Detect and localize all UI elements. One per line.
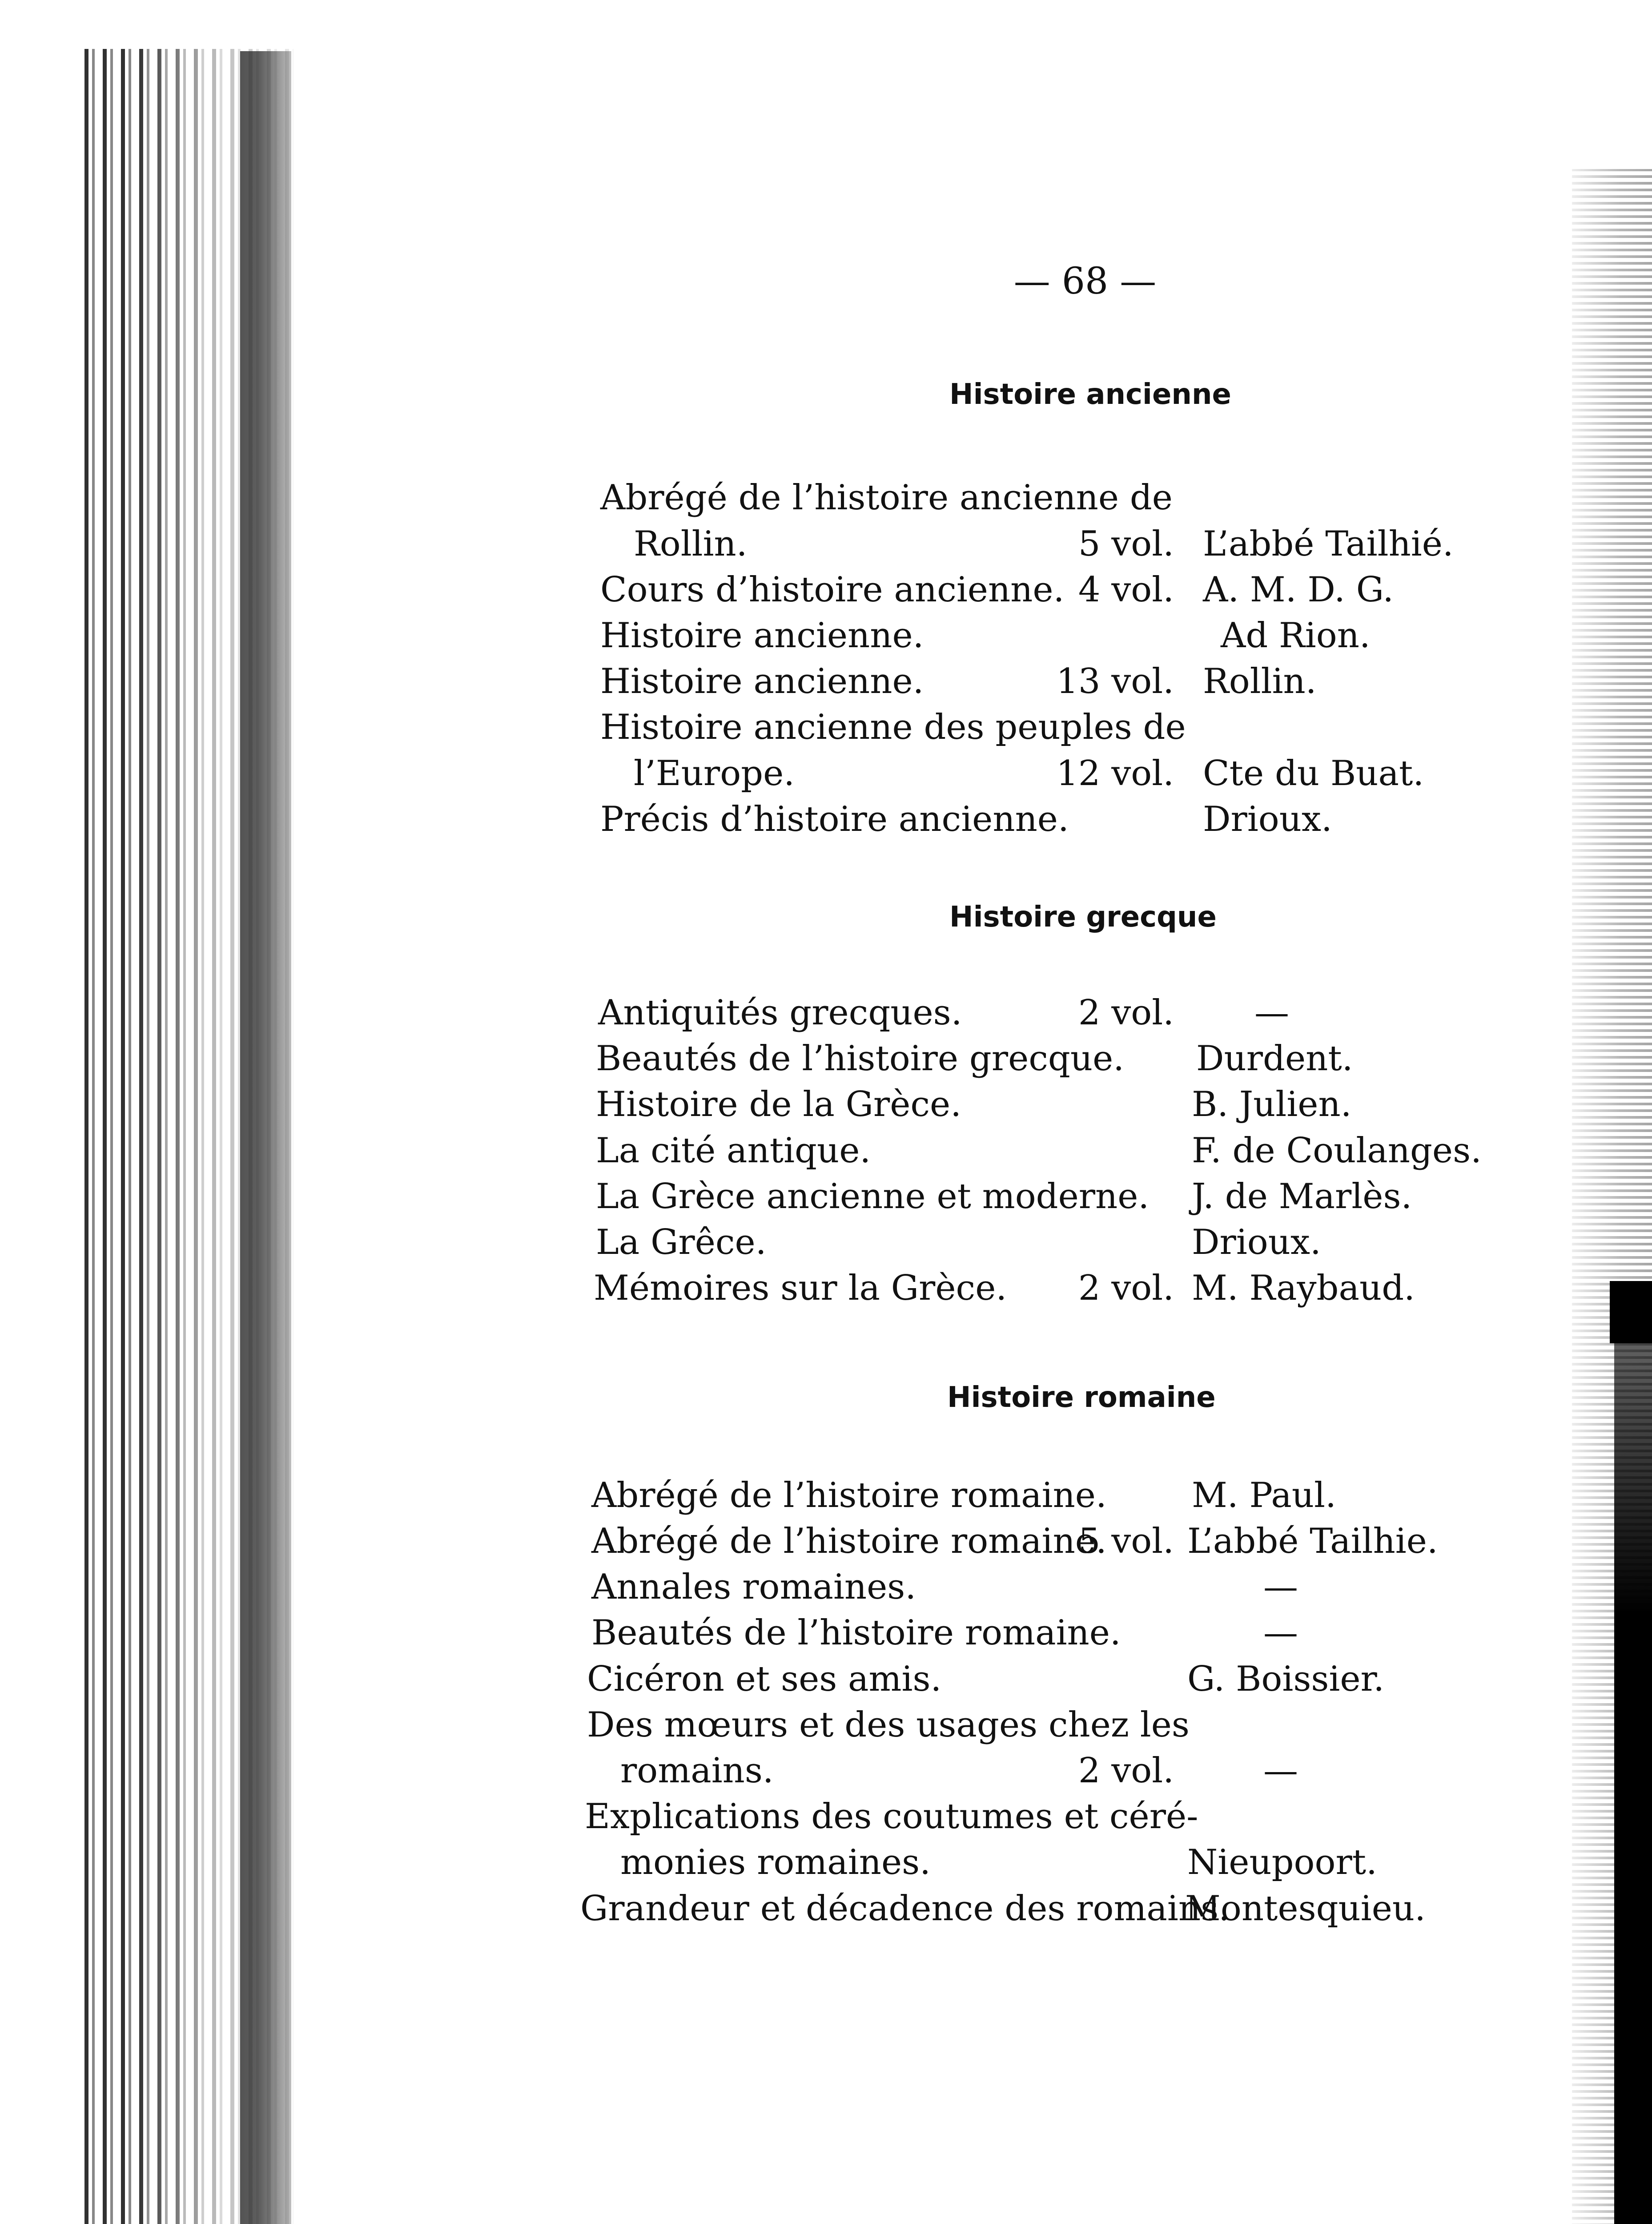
book-volumes: 2 vol. — [1078, 993, 1174, 1033]
book-title: romains. — [620, 1751, 774, 1791]
book-author: Nieupoort. — [1187, 1842, 1377, 1882]
book-title: Explications des coutumes et céré- — [585, 1797, 1198, 1837]
book-author-dash: — — [1263, 1613, 1298, 1653]
book-author: B. Julien. — [1192, 1084, 1352, 1124]
book-entry — [596, 1176, 1150, 1217]
scan-binding-shadow — [240, 51, 291, 2224]
book-author: L’abbé Tailhié. — [1203, 524, 1454, 564]
book-entry — [591, 1521, 1107, 1561]
book-entry — [600, 799, 1069, 839]
book-entry — [600, 661, 924, 701]
book-title: La cité antique. — [596, 1131, 871, 1171]
book-entry — [596, 1039, 1125, 1079]
book-entry — [620, 1751, 774, 1791]
book-author-dash: — — [1254, 993, 1289, 1033]
page-number: — 68 — — [1013, 260, 1157, 302]
book-title: Rollin. — [634, 524, 748, 564]
book-entry — [600, 616, 924, 656]
book-entry — [634, 753, 795, 794]
book-volumes: 2 vol. — [1078, 1751, 1174, 1791]
book-volumes: 12 vol. — [1056, 753, 1174, 794]
book-title: Cours d’histoire ancienne. — [600, 570, 1065, 610]
book-title: Beautés de l’histoire grecque. — [596, 1039, 1125, 1079]
book-entry — [587, 1659, 942, 1699]
book-title: Histoire ancienne. — [600, 661, 924, 701]
book-author-dash: — — [1263, 1751, 1298, 1791]
book-title: Histoire ancienne des peuples de — [600, 707, 1186, 747]
book-entry — [600, 570, 1065, 610]
book-author: Cte du Buat. — [1203, 753, 1424, 794]
book-title: Mémoires sur la Grèce. — [594, 1268, 1007, 1308]
book-title: Grandeur et décadence des romains. — [580, 1889, 1230, 1929]
book-volumes: 2 vol. — [1078, 1268, 1174, 1308]
book-entry — [598, 993, 962, 1033]
book-title: Abrégé de l’histoire ancienne de — [600, 478, 1173, 518]
book-author: Rollin. — [1203, 661, 1317, 701]
book-entry — [596, 1222, 767, 1262]
book-author: Drioux. — [1192, 1222, 1321, 1262]
book-entry — [587, 1705, 1190, 1745]
book-title: Histoire de la Grèce. — [596, 1084, 962, 1124]
book-title: Abrégé de l’histoire romaine. — [591, 1475, 1107, 1515]
book-entry — [600, 707, 1186, 747]
book-title: Annales romaines. — [591, 1567, 916, 1607]
section-heading-grecque: Histoire grecque — [949, 901, 1217, 934]
book-title: Antiquités grecques. — [598, 993, 962, 1033]
section-heading-romaine: Histoire romaine — [947, 1381, 1216, 1414]
book-title: monies romaines. — [620, 1842, 931, 1882]
book-entry — [580, 1889, 1230, 1929]
book-title: l’Europe. — [634, 753, 795, 794]
book-author: A. M. D. G. — [1203, 570, 1394, 610]
section-heading-ancienne: Histoire ancienne — [949, 378, 1231, 411]
book-title: Abrégé de l’histoire romaine. — [591, 1521, 1107, 1561]
book-author: Drioux. — [1203, 799, 1332, 839]
book-title: Beautés de l’histoire romaine. — [591, 1613, 1121, 1653]
scan-edge-right-shadow — [1614, 1290, 1652, 2224]
scan-edge-right-tab — [1610, 1281, 1652, 1343]
book-title: Cicéron et ses amis. — [587, 1659, 942, 1699]
book-entry — [620, 1842, 931, 1882]
book-volumes: 5 vol. — [1078, 1521, 1174, 1561]
book-entry — [634, 524, 748, 564]
book-entry — [591, 1567, 916, 1607]
book-author: G. Boissier. — [1187, 1659, 1385, 1699]
book-title: La Grèce ancienne et moderne. — [596, 1176, 1150, 1217]
book-entry — [591, 1613, 1121, 1653]
book-title: La Grêce. — [596, 1222, 767, 1262]
book-volumes: 5 vol. — [1078, 524, 1174, 564]
book-author: M. Paul. — [1192, 1475, 1336, 1515]
book-entry — [585, 1797, 1198, 1837]
book-entry — [594, 1268, 1007, 1308]
book-entry — [591, 1475, 1107, 1515]
book-volumes: 4 vol. — [1078, 570, 1174, 610]
book-author: Durdent. — [1196, 1039, 1353, 1079]
book-title: Histoire ancienne. — [600, 616, 924, 656]
book-title: Précis d’histoire ancienne. — [600, 799, 1069, 839]
book-author: M. Raybaud. — [1192, 1268, 1415, 1308]
book-author-dash: — — [1263, 1567, 1298, 1607]
book-volumes: 13 vol. — [1056, 661, 1174, 701]
book-author: F. de Coulanges. — [1192, 1131, 1482, 1171]
book-entry — [596, 1131, 871, 1171]
book-author: Ad Rion. — [1221, 616, 1371, 656]
book-author: Montesquieu. — [1185, 1889, 1426, 1929]
book-title: Des mœurs et des usages chez les — [587, 1705, 1190, 1745]
book-entry — [600, 478, 1173, 518]
book-entry — [596, 1084, 962, 1124]
book-author: J. de Marlès. — [1192, 1176, 1412, 1217]
book-author: L’abbé Tailhie. — [1187, 1521, 1438, 1561]
